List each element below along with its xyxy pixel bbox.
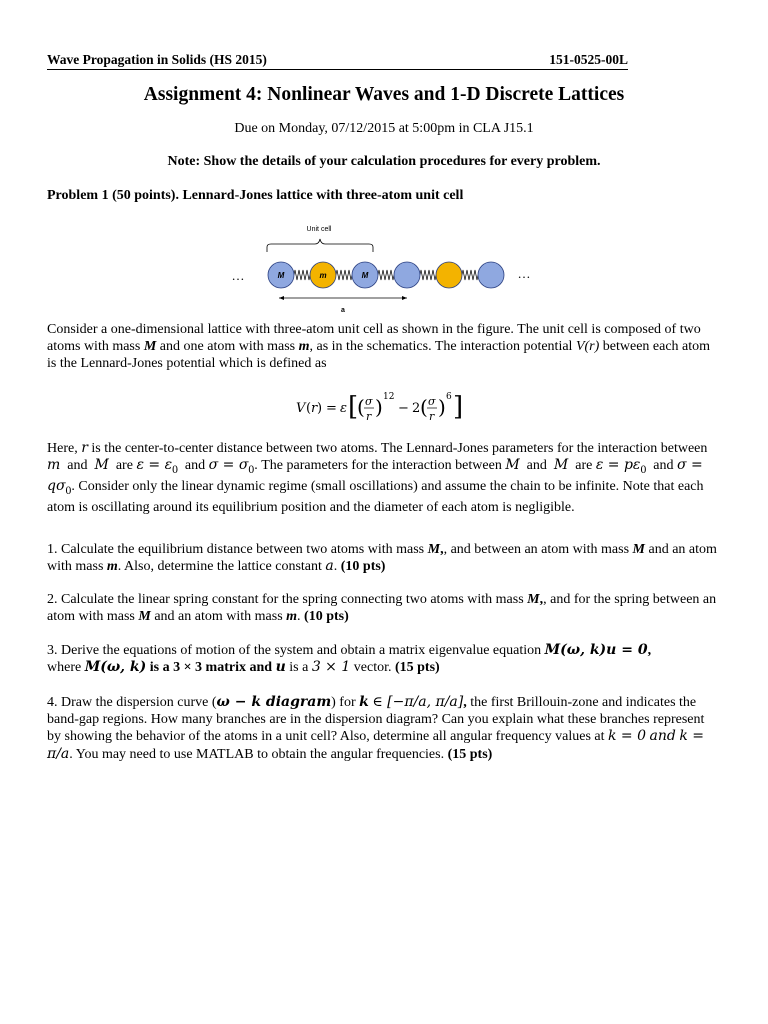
params-are-2: are (571, 458, 596, 474)
params-and-4: and (649, 458, 677, 474)
q3-eigen-equation: M(ω, k)u = 0 (544, 642, 648, 658)
svg-text:−: − (398, 401, 409, 416)
problem-heading: Problem 1 (50 points). Lennard-Jones lattice with three-atom unit cell (47, 188, 464, 203)
atom-label-m: m (319, 271, 327, 280)
lattice-figure (225, 218, 545, 318)
q4-points: (15 pts) (447, 746, 493, 762)
course-code: 151-0525-00L (549, 52, 628, 67)
q4-text-2: ) for (331, 695, 360, 710)
q1-points: (10 pts) (340, 559, 386, 575)
params-var-M-2: M (505, 457, 520, 474)
svg-text:[: [ (348, 392, 359, 422)
params-are-1: are (112, 458, 137, 474)
spring (420, 270, 436, 280)
atom-large (394, 262, 420, 288)
q1-text-1: 1. Calculate the equilibrium distance between two atoms with mass (47, 542, 428, 557)
spring (378, 270, 394, 280)
q4-k-zero: k = 0 (608, 728, 647, 745)
params-var-M-3: M (553, 457, 569, 474)
course-name: Wave Propagation in Solids (HS 2015) (47, 52, 267, 67)
q4-range: ∈ [−π/a, π/a] (372, 694, 464, 710)
intro-var-Vr: V(r) (575, 339, 600, 355)
q2-points: (10 pts) (304, 609, 349, 625)
lennard-jones-equation (290, 386, 490, 430)
svg-text:6: 6 (446, 392, 452, 402)
q3-text-2: where (47, 660, 85, 676)
svg-text:12: 12 (383, 392, 395, 402)
atom-large (478, 262, 504, 288)
question-2: 2. Calculate the linear spring constant for the spring connecting two atoms with mass M,, and for the spring between an atom with mass M and an atom with mass m. (10 pts) (47, 592, 717, 625)
svg-text:=: = (326, 401, 337, 416)
params-var-m: m (47, 457, 61, 474)
svg-text:): ) (317, 401, 323, 416)
q1-var-a: a (325, 558, 334, 575)
params-var-r: r (81, 440, 88, 456)
params-text-2: is the center-to-center distance between two atoms. The Lennard-Jones parameters for the interaction between (87, 441, 708, 456)
intro-text-4: between each atom is the Lennard-Jones potential which is defined as (47, 339, 711, 372)
spring (462, 270, 478, 280)
params-text-3: . The parameters for the interaction between (254, 458, 506, 474)
intro-paragraph (47, 321, 719, 373)
q2-var-m: m (286, 609, 298, 625)
svg-text:]: ] (453, 392, 464, 422)
question-1: 1. Calculate the equilibrium distance between two atoms with mass M,, and between an atom with mass M and an atom with mass m. Also, determine the lattice constant a. (10 pts) (47, 542, 717, 575)
svg-text:r: r (429, 410, 435, 423)
svg-text:ε: ε (340, 401, 347, 416)
params-text-4: . Consider only the linear dynamic regime (small oscillations) and assume the chain to be infinite. Note that each atom is oscillating around its equilibrium position and the diameter of each atom is negligible. (47, 479, 704, 516)
q3-text-4: is a (285, 660, 312, 676)
unit-cell-label: Unit cell (306, 226, 332, 233)
question-3: 3. Derive the equations of motion of the system and obtain a matrix eigenvalue equation M(ω, k)u = 0, where M(ω, k) is a 3 × 3 matrix and u is a 3 × 1 vector. (15 pts) (47, 642, 652, 676)
unit-cell-brace (267, 239, 373, 252)
ellipsis-left: … (231, 268, 245, 283)
lattice-arrow-left (279, 296, 284, 300)
q4-diagram-label: ω − k diagram (216, 694, 332, 710)
params-text-1: Here, (47, 441, 82, 456)
atom-label-M: M (277, 271, 285, 280)
svg-text:r: r (366, 410, 372, 423)
svg-text:(: ( (357, 395, 365, 419)
q4-text-3: the first Brillouin-zone and indicates the band-gap regions. How many branches are in the dispersion diagram? Can you explain what these branches represent by showing the behavior of the atoms in a unit cell? Also, determine all angular frequency values at (47, 695, 705, 745)
q3-dimension: 3 × 1 (311, 659, 351, 676)
svg-text:): ) (375, 395, 383, 419)
header-bar (47, 52, 628, 70)
q4-text-1: 4. Draw the dispersion curve ( (47, 695, 217, 710)
svg-text:2: 2 (412, 401, 421, 416)
ellipsis-right: … (517, 266, 531, 281)
q2-var-M-1: M (527, 592, 540, 607)
question-4: 4. Draw the dispersion curve (ω − k diagram) for k ∈ [−π/a, π/a], the first Brillouin-zone and indicates the band-gap regions. How many branches are in the dispersion diagram? Can you explain what these branches represent by showing the behavior of the atoms in a unit cell? Also, determine all angular frequency values at k = 0 and k = π/a. You may need to use MATLAB to obtain the angular frequencies. (15 pts) (47, 694, 705, 762)
q3-matrix: M(ω, k) (84, 659, 147, 676)
q2-text-2: , and for the spring between an atom with mass (47, 592, 717, 625)
q3-text-5: vector. (350, 660, 395, 676)
svg-text:(: ( (306, 401, 312, 416)
params-and-2: and (181, 458, 209, 474)
spring (294, 270, 310, 280)
params-eps-2: ε = pε (595, 457, 641, 474)
atom-small (436, 262, 462, 288)
svg-text:r: r (311, 401, 318, 416)
q1-text-4: . Also, determine the lattice constant (117, 559, 326, 575)
intro-text-3: , as in the schematics. The interaction potential (309, 339, 576, 355)
params-eps-1: ε = ε (136, 457, 173, 474)
svg-text:(: ( (420, 395, 428, 419)
q1-var-m: m (106, 559, 118, 575)
lattice-constant-label: a (341, 307, 345, 314)
q1-var-M-2: M (632, 542, 645, 557)
svg-text:σ: σ (428, 395, 436, 408)
q4-text-4: . You may need to use MATLAB to obtain the angular frequencies. (69, 746, 448, 762)
q2-text-3: and an atom with mass (150, 609, 287, 625)
params-and-1: and (63, 458, 91, 474)
q1-text-3: and an atom with mass (47, 542, 717, 575)
q3-text-1: 3. Derive the equations of motion of the system and obtain a matrix eigenvalue equation (47, 643, 545, 658)
params-and-3: and (523, 458, 551, 474)
svg-text:V: V (296, 401, 306, 416)
atom-label-M: M (361, 271, 369, 280)
q2-text-1: 2. Calculate the linear spring constant for the spring connecting two atoms with mass (47, 592, 528, 607)
q3-vector-u: u (275, 659, 286, 676)
q4-var-k: k (359, 694, 369, 710)
q3-text-3: is a 3 × 3 matrix and (146, 660, 276, 676)
lattice-arrow-right (402, 296, 407, 300)
params-sigma-1: σ = σ (208, 457, 249, 474)
q1-text-2: , and between an atom with mass (443, 542, 633, 557)
intro-text-1: Consider a one-dimensional lattice with three-atom unit cell as shown in the figure. The unit cell is composed of two atoms with mass (47, 322, 701, 355)
intro-text-2: and one atom with mass (156, 339, 299, 355)
svg-text:): ) (438, 395, 446, 419)
page-title: Assignment 4: Nonlinear Waves and 1-D Discrete Lattices (143, 84, 625, 105)
params-var-M-1: M (94, 457, 109, 474)
spring (336, 270, 352, 280)
params-sigma-2: σ = qσ (47, 457, 703, 495)
intro-var-M: M (143, 339, 157, 355)
q2-var-M-2: M (138, 609, 151, 625)
q1-var-M-1: M (427, 542, 441, 557)
q4-k-pi: k = π/a (47, 728, 705, 762)
q4-and: and (649, 728, 676, 745)
q3-points: (15 pts) (394, 660, 440, 676)
svg-text:σ: σ (365, 395, 373, 408)
parameters-paragraph: Here, r is the center-to-center distance between two atoms. The Lennard-Jones parameters for the interaction between m and M are $\varepsilon = \varepsilon_0$ and $\sigma = \sigma_0$. The parameters for the interaction between M and M are $\varepsilon = p\varepsilon_0$ and $\sigma = q\sigma_0$. Consider only the linear dynamic regime (small oscillations) and assume the chain to be infinite. Note that each atom is oscillating around its equilibrium position and the diameter of each atom is negligible. (47, 440, 708, 516)
note: Note: Show the details of your calculation procedures for every problem. (167, 154, 601, 169)
due-date: Due on Monday, 07/12/2015 at 5:00pm in CLA J15.1 (234, 121, 534, 136)
intro-var-m: m (298, 339, 310, 355)
